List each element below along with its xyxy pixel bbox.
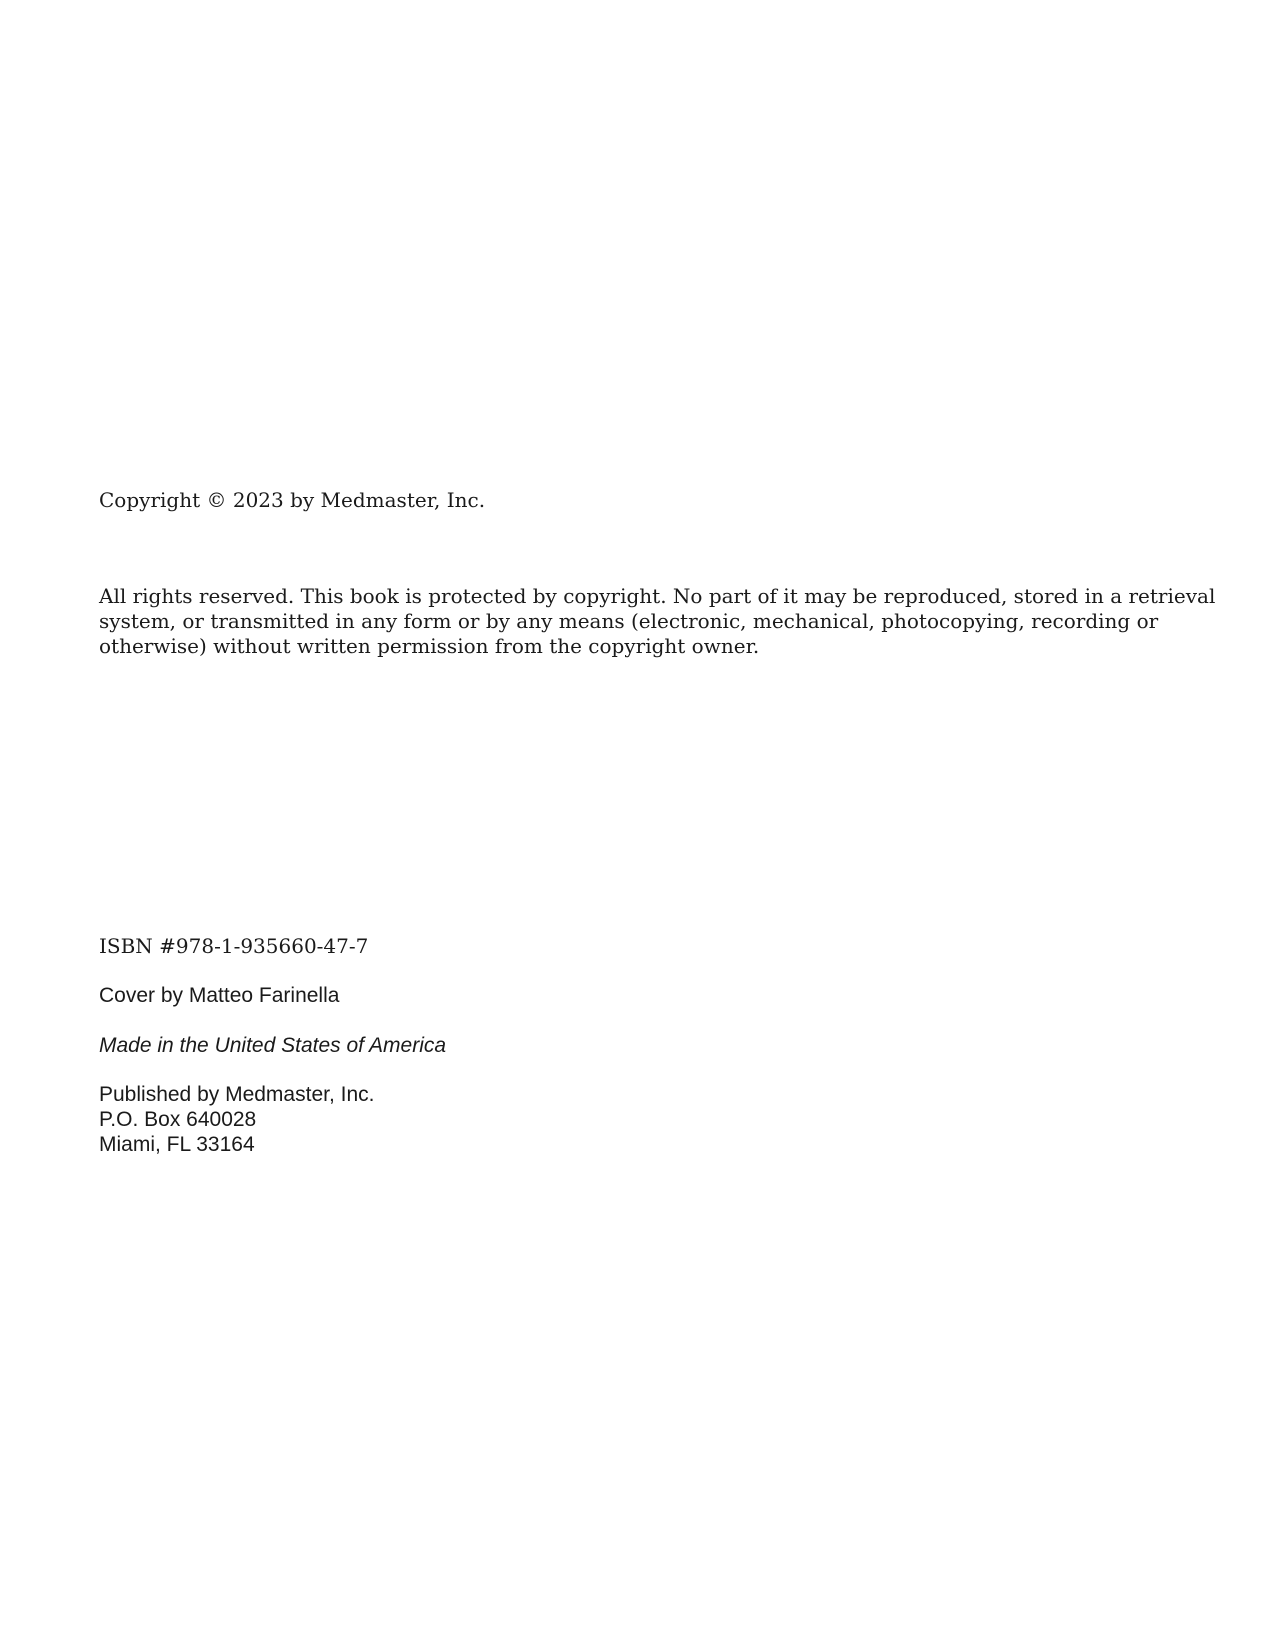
publisher-city: Miami, FL 33164 bbox=[99, 1133, 255, 1156]
publisher-name: Published by Medmaster, Inc. bbox=[99, 1083, 375, 1106]
publisher-block bbox=[99, 1082, 374, 1157]
rights-line: system, or transmitted in any form or by any means (electronic, mechanical, photocopying, recording or bbox=[99, 609, 1159, 633]
rights-line: otherwise) without written permission from the copyright owner. bbox=[99, 634, 760, 658]
isbn: ISBN #978-1-935660-47-7 bbox=[99, 934, 369, 958]
publisher-address: P.O. Box 640028 bbox=[99, 1108, 257, 1131]
cover-credit: Cover by Matteo Farinella bbox=[99, 984, 340, 1007]
made-in-notice: Made in the United States of America bbox=[99, 1034, 447, 1057]
copyright-notice: Copyright © 2023 by Medmaster, Inc. bbox=[99, 488, 486, 512]
rights-line: All rights reserved. This book is protected by copyright. No part of it may be reproduced, stored in a retrieval bbox=[99, 584, 1216, 608]
rights-reserved-paragraph bbox=[99, 584, 1216, 659]
